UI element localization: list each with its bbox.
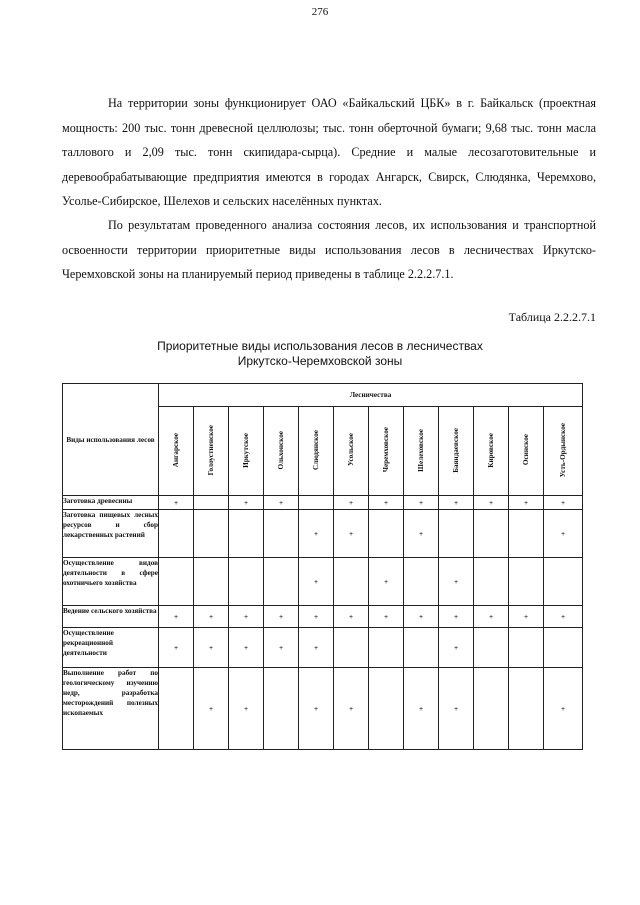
row-label: Выполнение работ по геологическому изучению недр, разработка месторождений полезных ископаемых [63,668,159,750]
table-row [63,628,583,668]
row-label: Осуществление видов деятельности в сфере охотничьего хозяйства [63,558,159,606]
row-label: Заготовка пищевых лесных ресурсов и сбор лекарственных растений [63,510,159,558]
table-cell: + [159,628,194,668]
table-cell: + [404,510,439,558]
priority-uses-table [62,383,583,750]
table-cell: + [194,668,229,750]
table-cell: + [474,496,509,510]
table-cell: + [194,606,229,628]
table-cell: + [194,628,229,668]
table-cell: + [334,606,369,628]
table-row [63,496,583,510]
table-cell: + [369,496,404,510]
table-cell [474,510,509,558]
table-row [63,606,583,628]
forestry-header-osinskoe: Осинское [509,407,544,496]
table-cell [509,628,544,668]
table-cell [439,510,474,558]
uses-header: Виды использования лесов [63,384,159,496]
table-cell: + [544,606,583,628]
table-cell [264,668,299,750]
table-cell [229,510,264,558]
table-cell [299,496,334,510]
table-cell: + [334,668,369,750]
table-cell: + [404,668,439,750]
row-label: Ведение сельского хозяйства [63,606,159,628]
table-cell: + [334,510,369,558]
table-cell: + [474,606,509,628]
table-cell [509,668,544,750]
table-cell: + [509,496,544,510]
table-cell: + [544,496,583,510]
table-caption-line-2: Иркутско-Черемховской зоны [237,354,403,368]
forestry-header-angarskoe: Ангарское [159,407,194,496]
table-cell: + [369,606,404,628]
table-cell [229,558,264,606]
page-number: 276 [311,6,329,18]
table-cell: + [544,510,583,558]
table-cell: + [229,496,264,510]
table-cell [334,628,369,668]
table-cell: + [229,606,264,628]
forestries-header: Лесничества [159,384,583,407]
table-cell [159,510,194,558]
table-cell: + [159,606,194,628]
table-cell [369,628,404,668]
table-caption [0,339,640,369]
table-cell [159,668,194,750]
table-cell [369,668,404,750]
forestry-header-shelekhovskoe: Шелеховское [404,407,439,496]
table-cell [509,510,544,558]
table-cell: + [299,606,334,628]
forestry-header-slyudyanskoe: Слюдянское [299,407,334,496]
table-cell [474,668,509,750]
forestry-header-kirovskoe: Кировское [474,407,509,496]
table-cell [194,496,229,510]
table-cell [194,510,229,558]
table-number: Таблица 2.2.2.7.1 [508,310,596,324]
table-cell [159,558,194,606]
forestry-header-olkhonskoe: Ольхонское [264,407,299,496]
table-cell: + [544,668,583,750]
table-cell [474,558,509,606]
table-cell: + [404,606,439,628]
table-cell [474,628,509,668]
table-cell [334,558,369,606]
row-label: Осуществление рекреационной деятельности [63,628,159,668]
table-cell [544,558,583,606]
table-cell: + [439,606,474,628]
table-cell: + [264,496,299,510]
table-cell [264,510,299,558]
table-cell: + [229,628,264,668]
table-cell: + [299,628,334,668]
table-cell: + [334,496,369,510]
paragraph-2: По результатам проведенного анализа состояния лесов, их использования и транспортной освоенности территории приоритетные виды использования лесов в лесничествах Иркутско-Черемховской зоны на планируемый период приведены в таблице 2.2.2.7.1. [62,218,596,281]
table-cell: + [439,496,474,510]
table-cell: + [439,558,474,606]
table-cell: + [299,510,334,558]
table-cell: + [439,668,474,750]
table-cell [264,558,299,606]
table-cell: + [299,558,334,606]
table-cell [194,558,229,606]
table-cell [404,628,439,668]
forestry-header-irkutskoe: Иркутское [229,407,264,496]
table-cell: + [299,668,334,750]
row-label: Заготовка древесины [63,496,159,510]
table-cell [509,558,544,606]
table-cell [544,628,583,668]
table-cell: + [264,628,299,668]
table-cell: + [264,606,299,628]
table-cell: + [439,628,474,668]
table-cell: + [509,606,544,628]
table-row [63,558,583,606]
table-row [63,668,583,750]
forestry-header-ust-ordynskoe: Усть-Ордынское [544,407,583,496]
paragraph-1: На территории зоны функционирует ОАО «Байкальский ЦБК» в г. Байкальск (проектная мощность: 200 тыс. тонн древесной целлюлозы; тыс. тонн оберточной бумаги; 9,68 тыс. тонн масла таллового и 2,09 тыс. тонн скипидара-сырца). Средние и малые лесозаготовительные и деревообрабатывающие предприятия имеются в городах Ангарск, Свирск, Слюдянка, Черемхово, Усолье-Сибирское, Шелехов и сельских населённых пунктах. [62,96,596,208]
table-cell: + [159,496,194,510]
table-cell [404,558,439,606]
forestry-header-usolskoe: Усольское [334,407,369,496]
table-cell [369,510,404,558]
table-cell: + [404,496,439,510]
table-cell: + [369,558,404,606]
forestry-header-goloustnenskoe: Голоустненское [194,407,229,496]
table-row [63,510,583,558]
forestry-header-cheremkhovskoe: Черемховское [369,407,404,496]
table-cell: + [229,668,264,750]
table-caption-line-1: Приоритетные виды использования лесов в лесничествах [157,339,483,353]
forestry-header-bayandaevskoe: Баяндаевское [439,407,474,496]
